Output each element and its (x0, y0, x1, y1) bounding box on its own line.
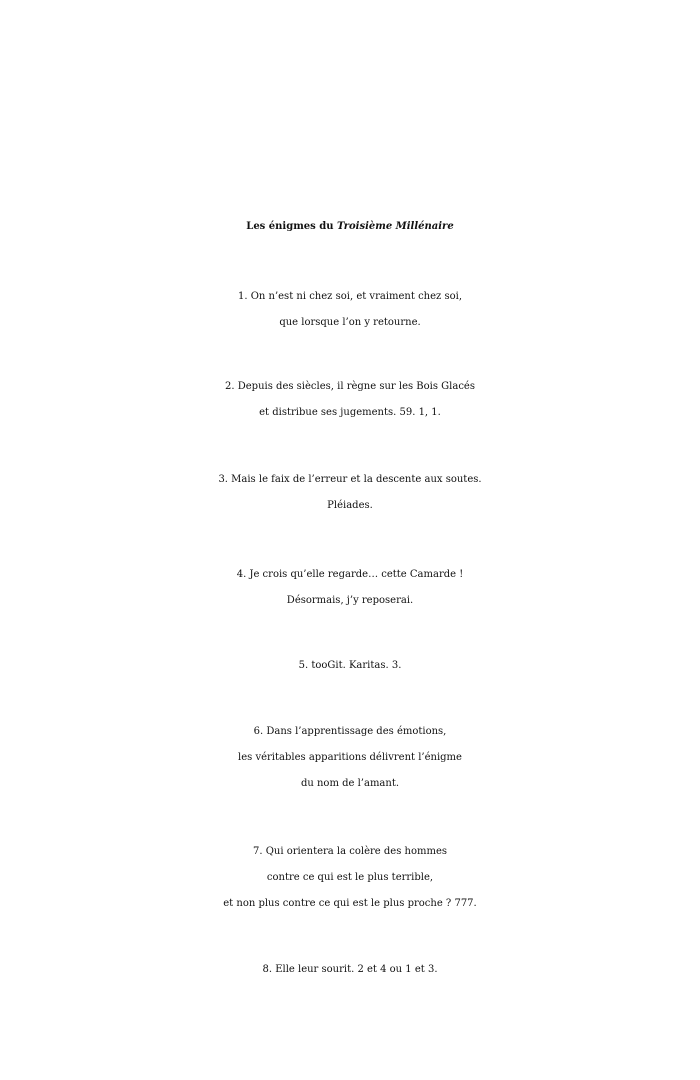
title-prefix: Les énigmes du (246, 221, 338, 232)
riddle-4 (0, 562, 700, 614)
riddle-7 (0, 839, 700, 917)
page-title (0, 210, 700, 244)
riddle-line: 8. Elle leur sourit. 2 et 4 ou 1 et 3. (262, 964, 438, 975)
riddle-line: que lorsque l’on y retourne. (279, 317, 421, 328)
riddle-5 (0, 653, 700, 679)
riddle-line: et non plus contre ce qui est le plus proche ? 777. (223, 898, 477, 909)
riddle-line: du nom de l’amant. (300, 778, 400, 789)
riddle-line: 2. Depuis des siècles, il règne sur les Bois Glacés (225, 381, 475, 392)
riddle-line: Désormais, j’y reposerai. (286, 595, 414, 606)
riddle-8 (0, 957, 700, 983)
riddle-line: 4. Je crois qu’elle regarde… cette Camarde ! (236, 569, 464, 580)
riddle-line: 5. tooGit. Karitas. 3. (298, 660, 402, 671)
riddle-line: contre ce qui est le plus terrible, (266, 872, 434, 883)
riddle-line: 1. On n’est ni chez soi, et vraiment chez soi, (237, 291, 462, 302)
title-emphasis: Troisième Millénaire (337, 221, 454, 232)
riddle-1 (0, 284, 700, 336)
riddle-line: 7. Qui orientera la colère des hommes (252, 846, 447, 857)
riddle-line: les véritables apparitions délivrent l’énigme (238, 752, 462, 763)
riddle-line: et distribue ses jugements. 59. 1, 1. (259, 407, 441, 418)
riddle-line: 6. Dans l’apprentissage des émotions, (253, 726, 447, 737)
riddle-line: 3. Mais le faix de l’erreur et la descente aux soutes. (218, 474, 482, 485)
riddle-2 (0, 374, 700, 426)
riddle-3 (0, 467, 700, 519)
riddle-line: Pléiades. (327, 500, 373, 511)
riddle-6 (0, 719, 700, 797)
